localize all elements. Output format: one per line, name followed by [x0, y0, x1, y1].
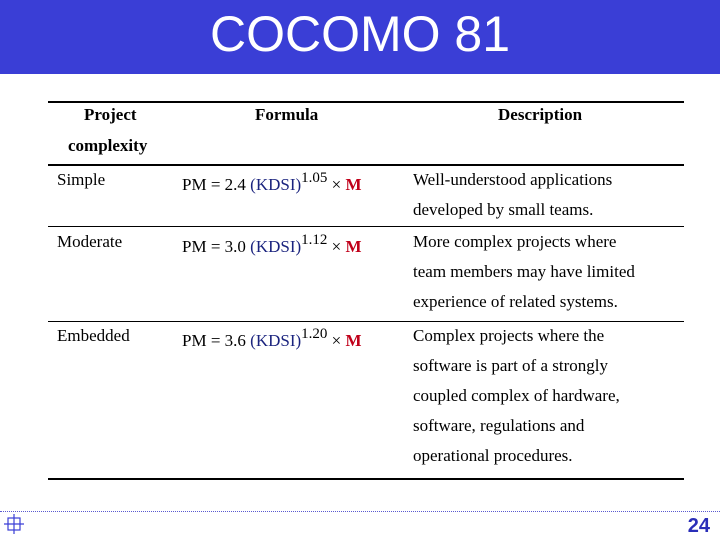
description-line: More complex projects where	[413, 232, 617, 251]
row-moderate-complexity: Moderate	[57, 232, 123, 251]
formula-exponent: 1.12	[301, 232, 328, 248]
header-description: Description	[498, 105, 583, 124]
formula-kdsi: (KDSI)	[250, 175, 302, 194]
description-line: software, regulations and	[413, 416, 585, 435]
page-number: 24	[687, 515, 710, 537]
description-line: operational procedures.	[413, 446, 573, 465]
crosshair-icon	[4, 514, 24, 534]
formula-prefix: PM = 3.0	[182, 237, 246, 256]
formula-multiply: ×	[331, 237, 342, 256]
description-line: developed by small teams.	[413, 200, 594, 219]
row-moderate-formula	[182, 232, 362, 263]
description-line: coupled complex of hardware,	[413, 386, 620, 405]
formula-multiply: ×	[331, 331, 342, 350]
header-complexity-line2: complexity	[68, 136, 148, 155]
row-simple-description	[413, 165, 683, 225]
footer-dotted-line	[0, 511, 720, 512]
formula-kdsi: (KDSI)	[250, 237, 302, 256]
formula-m: M	[345, 331, 362, 350]
description-line: Well-understood applications	[413, 170, 613, 189]
formula-exponent: 1.20	[301, 326, 328, 342]
row-simple-formula	[182, 170, 362, 201]
formula-prefix: PM = 3.6	[182, 331, 246, 350]
row-embedded-formula	[182, 326, 362, 357]
slide-title: COCOMO 81	[209, 6, 511, 62]
header-formula: Formula	[255, 105, 319, 124]
header-complexity-line1: Project	[84, 105, 137, 124]
formula-prefix: PM = 2.4	[182, 175, 246, 194]
formula-m: M	[345, 175, 362, 194]
formula-multiply: ×	[331, 175, 342, 194]
row-moderate-description	[413, 227, 683, 317]
formula-m: M	[345, 237, 362, 256]
description-line: experience of related systems.	[413, 292, 618, 311]
row-embedded-description	[413, 321, 683, 471]
table-top-rule	[48, 101, 684, 103]
formula-kdsi: (KDSI)	[250, 331, 302, 350]
row-simple-complexity: Simple	[57, 170, 106, 189]
table-bottom-rule	[48, 478, 684, 480]
row-embedded-complexity: Embedded	[57, 326, 130, 345]
description-line: team members may have limited	[413, 262, 635, 281]
formula-exponent: 1.05	[301, 170, 328, 186]
description-line: software is part of a strongly	[413, 356, 608, 375]
description-line: Complex projects where the	[413, 326, 605, 345]
